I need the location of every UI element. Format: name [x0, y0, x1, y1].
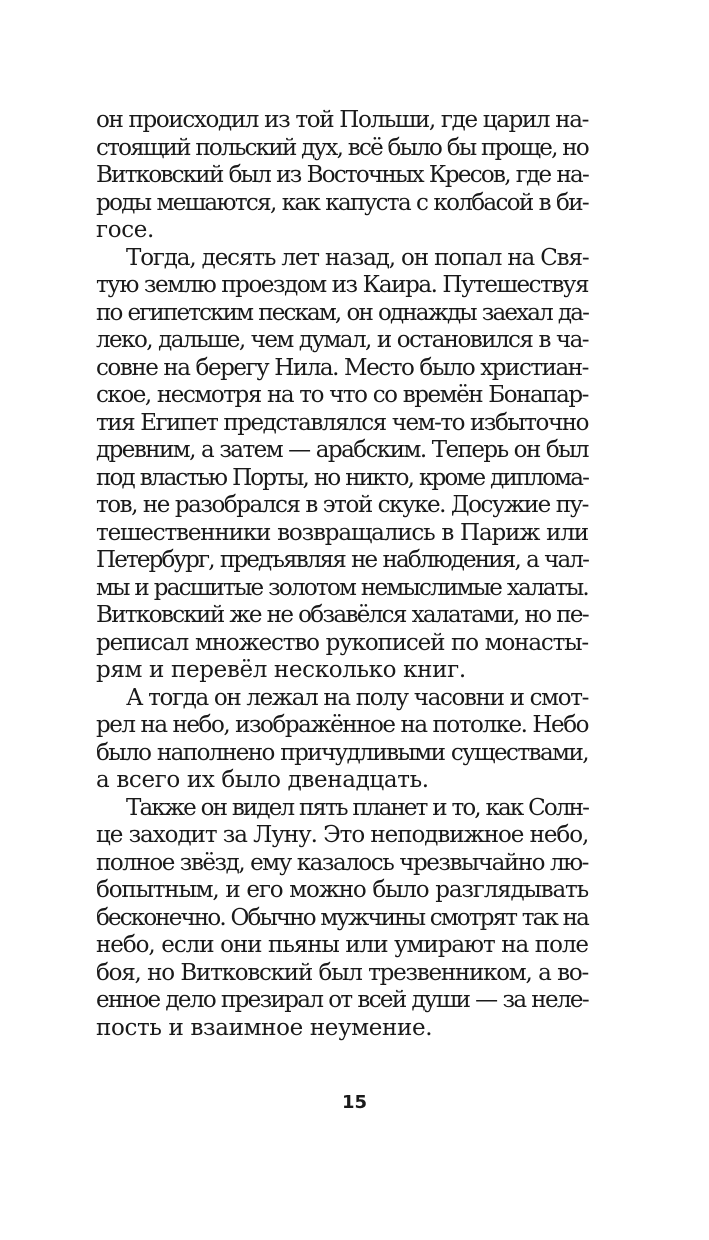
text-line: небо, если они пьяны или умирают на поле [96, 932, 588, 958]
text-line: це заходит за Луну. Это неподвижное небо, [96, 822, 589, 848]
text-line: бопытным, и его можно было разглядывать [96, 877, 588, 903]
text-line: Тогда, десять лет назад, он попал на Свя- [126, 244, 589, 271]
text-line: Также он видел пять планет и то, как Солн- [126, 794, 588, 821]
text-line: Витковский же не обзавёлся халатами, но пе- [96, 602, 588, 628]
text-line: тов, не разобрался в этой скуке. Досужие пу- [96, 492, 588, 518]
text-line: леко, дальше, чем думал, и остановился в ча- [96, 327, 588, 353]
text-line: а всего их было двенадцать. [96, 767, 429, 793]
text-line: Петербург, предъявляя не наблюдения, а чал- [96, 547, 588, 573]
body-text [96, 107, 588, 1042]
text-line: совне на берегу Нила. Место было христиан- [96, 354, 588, 381]
text-line: он происходил из той Польши, где царил на- [96, 107, 588, 133]
text-line: стоящий польский дух, всё было бы проще, но [96, 134, 588, 161]
text-line: полное звёзд, ему казалось чрезвычайно лю- [96, 849, 588, 876]
text-line: А тогда он лежал на полу часовни и смот- [126, 684, 588, 711]
text-line: тую землю проездом из Каира. Путешествуя [96, 272, 588, 298]
text-line: было наполнено причудливыми существами, [96, 739, 588, 766]
text-line: рям и перевёл несколько книг. [96, 657, 466, 683]
text-line: ское, несмотря на то что со времён Бонапар- [96, 382, 588, 408]
text-line: пость и взаимное неумение. [96, 1014, 433, 1041]
text-line: по египетским пескам, он однажды заехал да- [96, 299, 588, 326]
text-line: рел на небо, изображённое на потолке. Небо [96, 712, 588, 738]
text-line: енное дело презирал от всей души — за неле- [96, 987, 588, 1013]
text-line: госе. [96, 217, 154, 243]
text-line: Витковский был из Восточных Кресов, где на- [96, 162, 588, 188]
text-line: тия Египет представлялся чем-то избыточно [96, 409, 588, 436]
text-line: роды мешаются, как капуста с колбасой в би- [96, 189, 588, 216]
text-line: боя, но Витковский был трезвенником, а во- [96, 959, 588, 986]
text-line: древним, а затем — арабским. Теперь он был [96, 437, 588, 463]
page-number: 15 [341, 1092, 368, 1113]
text-line: тешественники возвращались в Париж или [96, 519, 588, 546]
text-line: реписал множество рукописей по монасты- [96, 629, 588, 656]
text-line: бесконечно. Обычно мужчины смотрят так на [96, 904, 588, 931]
text-line: мы и расшитые золотом немыслимые халаты. [96, 574, 588, 601]
text-line: под властью Порты, но никто, кроме диплома- [96, 464, 588, 491]
